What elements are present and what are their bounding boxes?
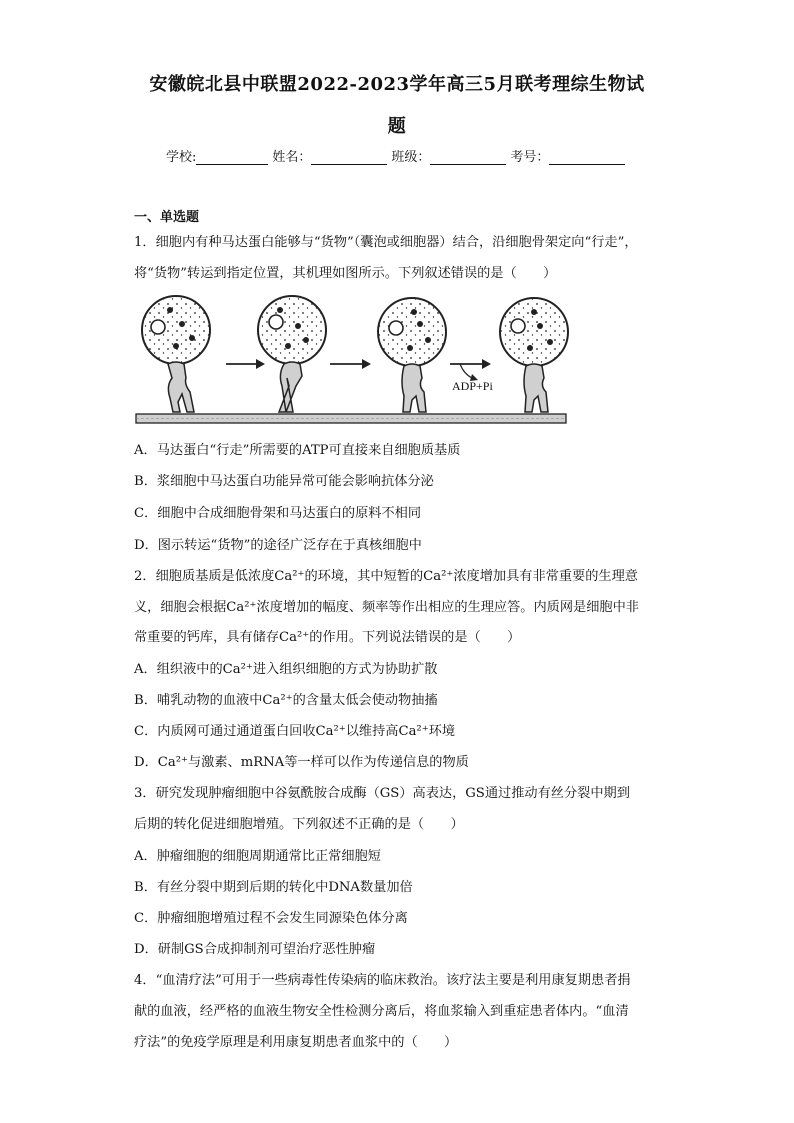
- q2-stem-line3: 常重要的钙库，具有储存Ca²⁺的作用。下列说法错误的是（ ）: [134, 630, 521, 645]
- student-info-line: [166, 146, 636, 165]
- motor-protein-icon: [279, 362, 302, 412]
- q1-option-b[interactable]: B．浆细胞中马达蛋白功能异常可能会影响抗体分泌: [134, 474, 434, 489]
- q3-option-d[interactable]: D．研制GS合成抑制剂可望治疗恶性肿瘤: [134, 942, 376, 957]
- q2-stem-line2: 义，细胞会根据Ca²⁺浓度增加的幅度、频率等作出相应的生理应答。内质网是细胞中非: [134, 600, 639, 615]
- section-heading: 一、单选题: [134, 210, 200, 225]
- class-field[interactable]: [430, 150, 506, 165]
- q3-option-a[interactable]: A．肿瘤细胞的细胞周期通常比正常细胞短: [134, 849, 381, 864]
- q1-stem-line2: 将“货物”转运到指定位置，其机理如图所示。下列叙述错误的是（ ）: [134, 266, 557, 281]
- cargo-vesicle-icon: [142, 296, 210, 364]
- cargo-vesicle-icon: [378, 298, 446, 366]
- q2-stem-line1: 2．细胞质基质是低浓度Ca²⁺的环境，其中短暂的Ca²⁺浓度增加具有非常重要的生理意: [134, 569, 638, 584]
- q1-stem-line1: 1．细胞内有种马达蛋白能够与“货物”（囊泡或细胞器）结合，沿细胞骨架定向“行走”，: [134, 235, 638, 250]
- name-field[interactable]: [311, 150, 387, 165]
- cargo-vesicle-icon: [258, 296, 326, 364]
- q1-option-d[interactable]: D．图示转运“货物”的途径广泛存在于真核细胞中: [134, 538, 422, 553]
- exam-title-line2: 题: [387, 116, 407, 137]
- q4-stem-line2: 献的血液，经严格的血液生物安全性检测分离后，将血浆输入到重症患者体内。“血清: [134, 1004, 629, 1019]
- motor-protein-icon: [402, 364, 426, 412]
- q4-stem-line3: 疗法”的免疫学原理是利用康复期患者血浆中的（ ）: [134, 1035, 458, 1050]
- exam-title-line1: 安徽皖北县中联盟2022-2023学年高三5月联考理综生物试: [149, 74, 645, 95]
- q2-option-b[interactable]: B．哺乳动物的血液中Ca²⁺的含量太低会使动物抽搐: [134, 693, 438, 708]
- q3-option-c[interactable]: C．肿瘤细胞增殖过程不会发生同源染色体分离: [134, 911, 408, 926]
- cytoskeleton-track: [136, 414, 566, 423]
- arrow-right-icon: [330, 359, 371, 369]
- motor-protein-icon: [168, 362, 194, 412]
- q1-option-a[interactable]: A．马达蛋白“行走”所需要的ATP可直接来自细胞质基质: [134, 443, 461, 458]
- q2-option-d[interactable]: D．Ca²⁺与激素、mRNA等一样可以作为传递信息的物质: [134, 755, 469, 770]
- motor-protein-icon: [524, 364, 548, 412]
- q3-option-b[interactable]: B．有丝分裂中期到后期的转化中DNA数量加倍: [134, 880, 413, 895]
- name-label: 姓名：: [272, 150, 312, 165]
- q4-stem-line1: 4．“血清疗法”可用于一些病毒性传染病的临床救治。该疗法主要是利用康复期患者捐: [134, 973, 631, 988]
- arrow-right-icon: [450, 359, 491, 381]
- q2-option-a[interactable]: A．组织液中的Ca²⁺进入组织细胞的方式为协助扩散: [134, 662, 438, 677]
- exam-no-field[interactable]: [549, 150, 625, 165]
- exam-no-label: 考号：: [510, 150, 550, 165]
- q1-option-c[interactable]: C．细胞中合成细胞骨架和马达蛋白的原料不相同: [134, 506, 422, 521]
- q2-option-c[interactable]: C．内质网可通过通道蛋白回收Ca²⁺以维持高Ca²⁺环境: [134, 724, 456, 739]
- motor-protein-figure: [130, 292, 570, 432]
- adp-pi-label: ADP+Pi: [452, 379, 493, 393]
- arrow-right-icon: [226, 359, 265, 369]
- school-field[interactable]: [196, 150, 268, 165]
- school-label: 学校:: [166, 150, 197, 165]
- q3-stem-line1: 3．研究发现肿瘤细胞中谷氨酰胺合成酶（GS）高表达，GS通过推动有丝分裂中期到: [134, 786, 630, 801]
- q3-stem-line2: 后期的转化促进细胞增殖。下列叙述不正确的是（ ）: [134, 817, 464, 832]
- cargo-vesicle-icon: [500, 298, 568, 366]
- class-label: 班级：: [391, 150, 431, 165]
